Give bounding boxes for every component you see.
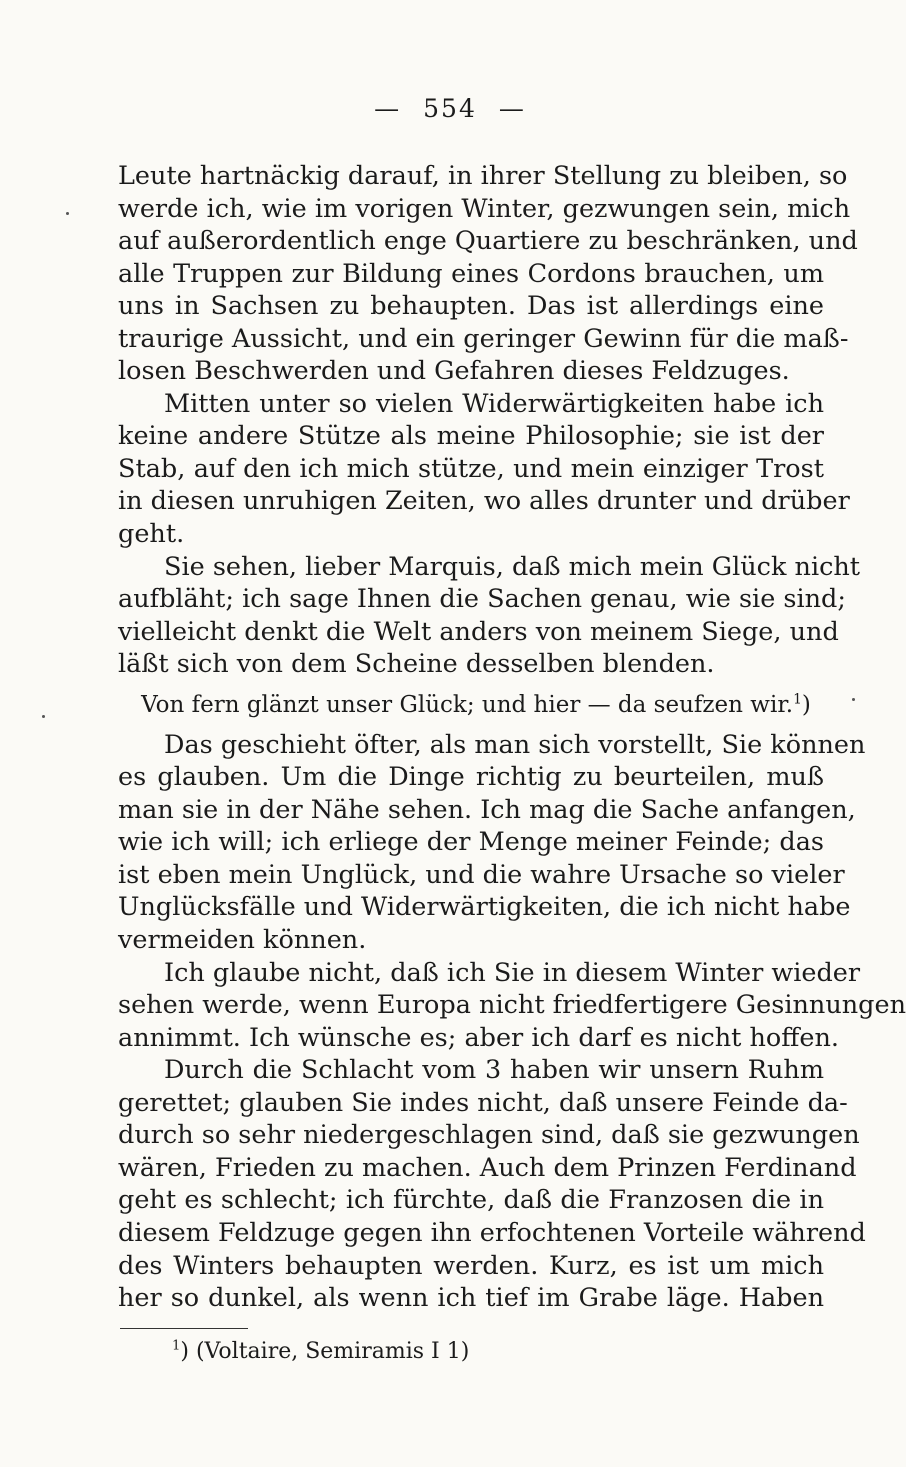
text-line: uns in Sachsen zu behaupten. Das ist allerdings eine <box>118 291 824 322</box>
page-number-dash-right: — <box>498 94 526 123</box>
text-line: alle Truppen zur Bildung eines Cordons brauchen, um <box>118 258 824 289</box>
text-line: traurige Aussicht, und ein geringer Gewinn für die maß- <box>118 323 849 354</box>
text-line: Stab, auf den ich mich stütze, und mein einziger Trost <box>118 453 824 484</box>
text-line: her so dunkel, als wenn ich tief im Grabe läge. Haben <box>118 1283 824 1314</box>
footnote-mark: 1 <box>172 1338 181 1354</box>
text-line: in diesen unruhigen Zeiten, wo alles drunter und drüber <box>118 486 850 517</box>
body-text <box>118 160 906 1315</box>
paper-speck <box>66 212 69 215</box>
paragraph-3 <box>118 551 861 681</box>
text-line: des Winters behaupten werden. Kurz, es ist um mich <box>118 1250 824 1281</box>
text-line: läßt sich von dem Scheine desselben blenden. <box>118 649 715 680</box>
text-line: es glauben. Um die Dinge richtig zu beurteilen, muß <box>118 762 824 793</box>
verse-text: Von fern glänzt unser Glück; und hier — da seufzen wir. <box>141 691 794 718</box>
text-line: Mitten unter so vielen Widerwärtigkeiten habe ich <box>164 388 824 419</box>
verse-quote <box>118 685 824 725</box>
page-header <box>0 94 900 123</box>
paper-speck <box>42 715 45 718</box>
text-line: durch so sehr niedergeschlagen sind, daß sie gezwungen <box>118 1120 860 1151</box>
text-line: keine andere Stütze als meine Philosophie; sie ist der <box>118 421 824 452</box>
text-line: geht es schlecht; ich fürchte, daß die Franzosen die in <box>118 1185 824 1216</box>
page-number-dash-left: — <box>374 94 402 123</box>
text-line: sehen werde, wenn Europa nicht friedfertigere Gesinnungen <box>118 990 906 1021</box>
text-line: man sie in der Nähe sehen. Ich mag die Sache anfangen, <box>118 794 856 825</box>
text-line: Leute hartnäckig darauf, in ihrer Stellung zu bleiben, so <box>118 161 848 191</box>
page-number: 554 <box>423 94 477 123</box>
footnote <box>172 1338 469 1366</box>
text-line: Das geschieht öfter, als man sich vorstellt, Sie können <box>164 729 866 760</box>
text-line: werde ich, wie im vorigen Winter, gezwungen sein, mich <box>118 193 851 224</box>
text-line: gerettet; glauben Sie indes nicht, daß unsere Feinde da- <box>118 1087 848 1118</box>
paragraph-1 <box>118 160 858 388</box>
text-line: wären, Frieden zu machen. Auch dem Prinzen Ferdinand <box>118 1152 857 1183</box>
text-line: auf außerordentlich enge Quartiere zu beschränken, und <box>118 226 858 257</box>
text-line: diesem Feldzuge gegen ihn erfochtenen Vorteile während <box>118 1217 866 1248</box>
text-line: annimmt. Ich wünsche es; aber ich darf es nicht hoffen. <box>118 1022 840 1053</box>
text-line: Durch die Schlacht vom 3 haben wir unsern Ruhm <box>164 1055 824 1086</box>
verse-footnote-mark: 1 <box>793 691 802 708</box>
text-line: vielleicht denkt die Welt anders von meinem Siege, und <box>118 616 839 647</box>
text-line: Unglücksfälle und Widerwärtigkeiten, die ich nicht habe <box>118 892 851 923</box>
text-line: Sie sehen, lieber Marquis, daß mich mein Glück nicht <box>164 551 861 582</box>
footnote-divider <box>120 1328 248 1329</box>
footnote-text: ) (Voltaire, Semiramis I 1) <box>180 1339 470 1364</box>
paper-speck <box>852 698 855 701</box>
text-line: wie ich will; ich erliege der Menge meiner Feinde; das <box>118 827 824 858</box>
text-line: geht. <box>118 519 185 550</box>
text-line: vermeiden können. <box>118 925 367 956</box>
text-line: ist eben mein Unglück, und die wahre Ursache so vieler <box>118 859 845 890</box>
paragraph-5 <box>118 957 906 1055</box>
text-line: Ich glaube nicht, daß ich Sie in diesem Winter wieder <box>164 957 861 988</box>
text-line: aufbläht; ich sage Ihnen die Sachen genau, wie sie sind; <box>118 584 846 615</box>
text-line: losen Beschwerden und Gefahren dieses Feldzuges. <box>118 356 790 387</box>
paragraph-2 <box>118 388 850 551</box>
paragraph-4 <box>118 729 866 957</box>
verse-close: ) <box>801 691 811 718</box>
paragraph-6 <box>118 1054 866 1314</box>
